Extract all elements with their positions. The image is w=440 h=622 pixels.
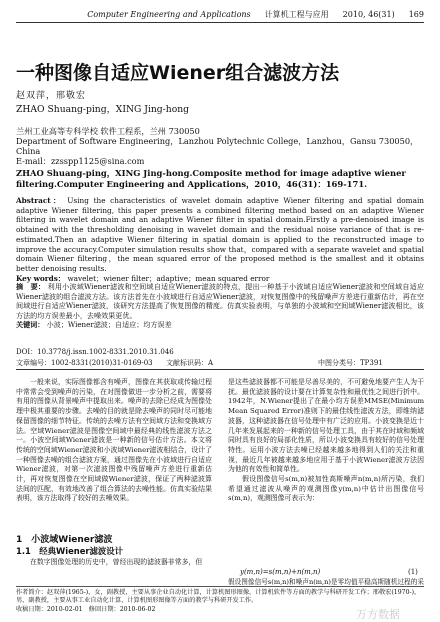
abstract-en-text: Using the characteristics of wavelet domain adaptive Wiener filtering and spatial domain adaptive Wiener filtering, this paper presents a combined filtering method based on an adaptive Wiener filtering in wavelet domain and an adaptive Wiener filter in spatial domain.Firstly a pre-denoised image is obtained with the thresholding denoising in wavelet domain and the residual noise variance of that is re-estimated.Then an adaptive Wiener filtering in spatial domain is applied to the reconstructed image to improve the accuracy.Computer simulation results show that，compared with a separate wavelet and spatial domain Wiener filtering，the mean squared error of the proposed method is the smallest and it obtains better denoising results. (16, 196, 424, 273)
paper-title: 一种图像自适应Wiener组合滤波方法 (16, 62, 340, 84)
doi[interactable]: DOI：10.3778/j.issn.1002-8331.2010.31.046 (16, 348, 174, 356)
clc-number: 中图分类号：TP391 (318, 359, 383, 367)
abstract-cn-text: 利用小波域Wiener滤波和空间域自适应Wiener滤波的特点，提出一种基于小波域自适应Wiener滤波和空间域自适应Wiener滤波的组合滤波方法。该方法首先在小波域进行自适应Wiener滤波，对恢复图像中的残留噪声方差进行重新估计，再在空间域进行自适应Wiener滤波，该研究方法提高了恢复图像的精度。仿真实验表明，与单独的小波域和空间域Wiener滤波相比，该方法的均方误差最小，去噪效果更优。 (16, 282, 424, 320)
authors-en: ZHAO Shuang-ping，XING Jing-hong (16, 104, 190, 115)
journal-name: Computer Engineering and Applications (87, 9, 251, 19)
intro-paragraph: 一般来说，实际图像都含有噪声，图像在其获取或传输过程中常常会受到噪声的污染，在对图像做进一步分析之前，需要将有用的图像从背景噪声中提取出来。噪声的去除已经成为图像处理中极其重要的步骤。去噪的目的就是除去噪声的同时尽可能地保留图像的细节特征。传统的去噪方法有空间域方法和变换域方法。空域Wiener滤波是图像空间域中最经典的线性滤波方法之一。小波空间域Wiener滤波是一种新的信号估计方法。本文将传统的空间域Wiener滤波和小波域Wiener滤波相结合，设计了一种图像去噪的组合滤波方案，通过图像先在小波域进行自适应Wiener滤波，对第一次滤波图像中残留噪声方差进行重新估计，再对恢复图像在空间域做Wiener滤波，保证了两种滤波算法间的匹配，有效地改善了组合算法的去噪性能。仿真实验结果表明，该方法取得了较好的去噪效果。 (16, 378, 212, 503)
keywords-cn-label: 关键词： (16, 320, 45, 330)
author-email[interactable]: E-mail：zzsspp1125@sina.com (16, 156, 145, 166)
section-1-heading: 1 小波域Wiener滤波 (16, 535, 113, 545)
authors-cn: 赵双萍，邢敬宏 (16, 91, 87, 101)
affiliation (16, 126, 440, 166)
document-code: 文献标识码：A (166, 359, 214, 367)
running-header (16, 6, 424, 23)
abstract-cn (16, 282, 424, 330)
body-left-continued (16, 558, 212, 568)
issue-info: 2010, 46(31) (342, 9, 395, 19)
footnote-authors: 作者简介：赵双萍(1965-)，女，副教授，主要从事企业自动化计算，计算机图形图像，计算机软件等方面的教学与科研开发工作；邢敬宏(1970-)，男，副教授，主要从事工业自动化计算，计算机图形图像等方面的教学与科研开发工作。 (16, 589, 421, 605)
footnote-dates: 收稿日期：2010-02-01 修回日期：2010-06-02 (16, 605, 156, 613)
citation: ZHAO Shuang-ping，XING Jing-hong.Composite method for image adaptive wiener filtering.Computer Engineering and Applications，2010，46(31)：169-171. (16, 168, 406, 189)
keywords-en-label: Key words： (16, 273, 66, 283)
right-paragraph-2: 假设图像信号s(m,n)被加性高斯噪声n(m,n)所污染，我们希望通过滤波从噪声的观测图像y(m,n)中估计出图像信号s(m,n)，观测图像可表示为： (228, 475, 424, 503)
abstract-en (16, 196, 424, 283)
journal-name-cn: 计算机工程与应用 (264, 9, 329, 19)
article-number: 文章编号：1002-8331(2010)31-0169-03 (16, 359, 153, 367)
body-right-column (228, 378, 424, 504)
equation-1-number: (1) (408, 568, 418, 576)
affiliation-en: Department of Software Engineering，Lanzhou Polytechnic College，Lanzhou，Gansu 730050，China (16, 136, 419, 156)
right-paragraph-1: 是这些滤波器都不可能是尽善尽美的，不可避免地要产生人为干扰。最优滤波器的设计要在计算复杂性和最优性之间进行折中。1942年，N.Wiener提出了在最小均方误差MMSE(Minimum Mean Squared Error)准则下的最佳线性滤波方法，即维纳滤波器，这种滤波器在信号处理中有广泛的应用。小波变换是近十几年来发展起来的一种新的信号处理工具，由于其在时域和频域同时具有良好的局部化性质，所以小波变换具有较好的信号处理特性。运用小波方法去噪已经越来越多地得到人们的关注和重视，最近几年被越来越多地应用于基于小波Wiener滤波方法因为他的有效性和简单性。 (228, 378, 424, 474)
page-number: 169 (408, 9, 424, 19)
body-left-column (16, 378, 212, 504)
equation-1: y(m,n)=s(m,n)+n(m,n) (240, 568, 321, 576)
affiliation-cn: 兰州工业高等专科学校 软件工程系，兰州 730050 (16, 126, 200, 136)
abstract-cn-label: 摘 要： (16, 282, 46, 291)
keywords-en: wavelet；wiener filter；adaptive；mean squared error (67, 273, 270, 283)
watermark: 万方数据 (356, 608, 400, 621)
section-1-1-heading: 1.1 经典Wiener滤波设计 (16, 546, 124, 556)
keywords-cn: 小波；Wiener滤波；自适应；均方误差 (46, 320, 172, 330)
article-meta (16, 347, 424, 370)
right-paragraph-3 (228, 578, 424, 586)
right-paragraph-3-text: 假设图像信号s(m,n)和噪声n(m,n)是零均值平稳高斯随机过程的采 (228, 578, 424, 586)
abstract-en-label: Abstract： (16, 196, 63, 205)
section-1-1-paragraph: 在数字图像处理的历史中，曾经出现的滤波器非常多，但 (30, 558, 203, 566)
